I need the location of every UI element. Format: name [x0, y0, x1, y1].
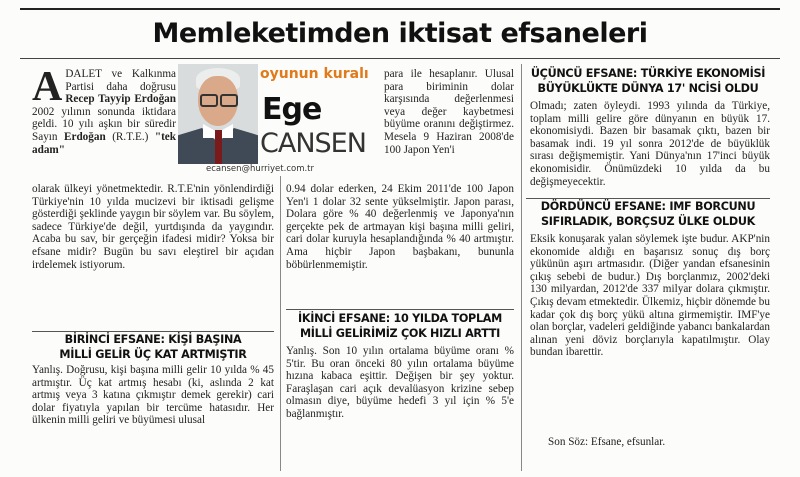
closing-line: Son Söz: Efsane, efsunlar.	[548, 436, 666, 448]
section-rule-2	[286, 309, 514, 310]
intro-lead: DALET ve Kalkınma Partisi daha doğrusu	[65, 68, 176, 93]
page-title: Memleketimden iktisat efsaneleri	[152, 18, 648, 49]
intro-rest: olarak ülkeyi yönetmektedir. R.T.E'nin yönlendirdiği Türkiye'nin 10 yılda mucizevi bir iktisadi gelişme gösterdiği şeklinde yaygın bir söylem var. Bu söylem, sadece Türkiye'de değil, yurtdışında da yaygındır. Acaba bu sav, bir gerçeğin ifadesi midir? Yoksa bir efsane midir? Bugün bu savı eleştirel bir açıdan irdelemek istiyorum.	[32, 183, 274, 271]
author-box	[178, 64, 373, 172]
column-divider-1	[280, 176, 281, 471]
intro-quote: "tek adam"	[32, 130, 176, 156]
middle-wide-text: 0.94 dolar ederken, 24 Ekim 2011'de 100 Japon Yen'i 1 dolar 32 sente yükselmiştir. Japon parası, Dolara göre % 40 değerlenmiş ve Japonya'nın gerçekte pek de artmayan kişi başına milli geliri, cari dolar kuruyla hesaplandığında % 40 artmıştır. Ama hiçbir Japon başbakanı, bununla böbürlenmemiştir.	[286, 183, 514, 271]
second-myth-heading: İKİNCİ EFSANE: 10 YILDA TOPLAM MİLLİ GELİRİMİZ ÇOK HIZLI ARTTI	[298, 312, 502, 340]
intro-paragraph	[32, 64, 176, 156]
intro-name2: Erdoğan	[64, 130, 106, 143]
intro-lead2: 2002 yılının sonunda iktidara geldi. 10 yılı aşkın bir süredir Sayın	[32, 105, 176, 143]
second-myth-body: Yanlış. Son 10 yılın ortalama büyüme oranı % 5'tir. Bu oran önceki 80 yılın ortalama büyüme hızına kabaca eşittir. Değişen bir şey yoktur. Faraşlaşan cari açık devalüasyon krizine sebep olmasın diye, büyüme hedefi 3 yıl için % 5'e bağlanmıştır.	[286, 345, 514, 420]
fourth-myth-heading: DÖRDÜNCÜ EFSANE: IMF BORCUNU SIFIRLADIK, BORÇSUZ ÜLKE OLDUK	[540, 200, 756, 228]
third-myth-heading: ÜÇÜNCÜ EFSANE: TÜRKİYE EKONOMİSİ BÜYÜKLÜKTE DÜNYA 17' NCİSİ OLDU	[530, 67, 766, 95]
first-myth-body: Yanlış. Doğrusu, kişi başına milli gelir 10 yılda % 45 artmıştır. Üç kat artmış hesabı (ki, aslında 2 kat artmış veya 3 katına çıkmıştır demek gerekir) cari dolar fiyatıyla yapılan bir tercüme hatasıdır. Her ülkenin milli geliri ve büyümesi ulusal	[32, 364, 274, 427]
author-last-name: CANSEN	[260, 128, 366, 159]
first-myth-heading: BİRİNCİ EFSANE: KİŞİ BAŞINA MİLLİ GELİR ÜÇ KAT ARTMIŞTIR	[59, 333, 247, 361]
third-myth-body: Olmadı; zaten öyleydi. 1993 yılında da Türkiye, toplam milli gelire göre dünyanın en büyük 17. ekonomisiydi. Bazen bir basamak çıktı, bazen bir basamak indi. 19 yıl sonra 2012'de de büyüklük sırası değişmemiştir. Yani Dünya'nın 17'inci büyük ekonomisidir. Önümüzdeki 10 yılda da bu değişmeyecektir.	[530, 100, 770, 188]
author-email: ecansen@hurriyet.com.tr	[206, 164, 314, 174]
middle-top-text: para ile hesaplanır. Ulusal para biriminin dolar karşısında değerlenmesi veya değer kaybetmesi büyüme oranını değiştirmez. Mesela 9 Haziran 2008'de 100 Japon Yen'i	[384, 68, 514, 156]
column-name: oyunun kuralı	[260, 66, 369, 82]
top-rule	[20, 8, 780, 10]
author-first-name: Ege	[262, 92, 322, 127]
drop-cap: A	[32, 64, 63, 110]
intro-lead3: (R.T.E.)	[105, 130, 155, 143]
author-photo	[178, 64, 258, 164]
intro-name1: Recep Tayyip Erdoğan	[65, 93, 176, 106]
fourth-myth-body: Eksik konuşarak yalan söylemek işte budur. AKP'nin ekonomide aldığı en başarısız sonuç dış borç yükünün aşırı artmasıdır. (Diğer yandan efsanesinin çıkış sebebi de budur.) Dış borçlanmız, 2002'deki 130 milyardan, 2012'de 337 milyar dolara çıkmıştır. Çıkış devam etmektedir. Ülkemiz, hiçbir dönemde bu kadar çok dış borç yükü altına girmemiştir. IMF'ye olan borçlar, vadeleri geldiğinde yabancı bankalardan alınan yeni döviz borçlarıyla kapatılmıştır. Olay bundan ibarettir.	[530, 233, 770, 359]
column-divider-2	[521, 64, 522, 471]
title-rule	[20, 58, 780, 59]
